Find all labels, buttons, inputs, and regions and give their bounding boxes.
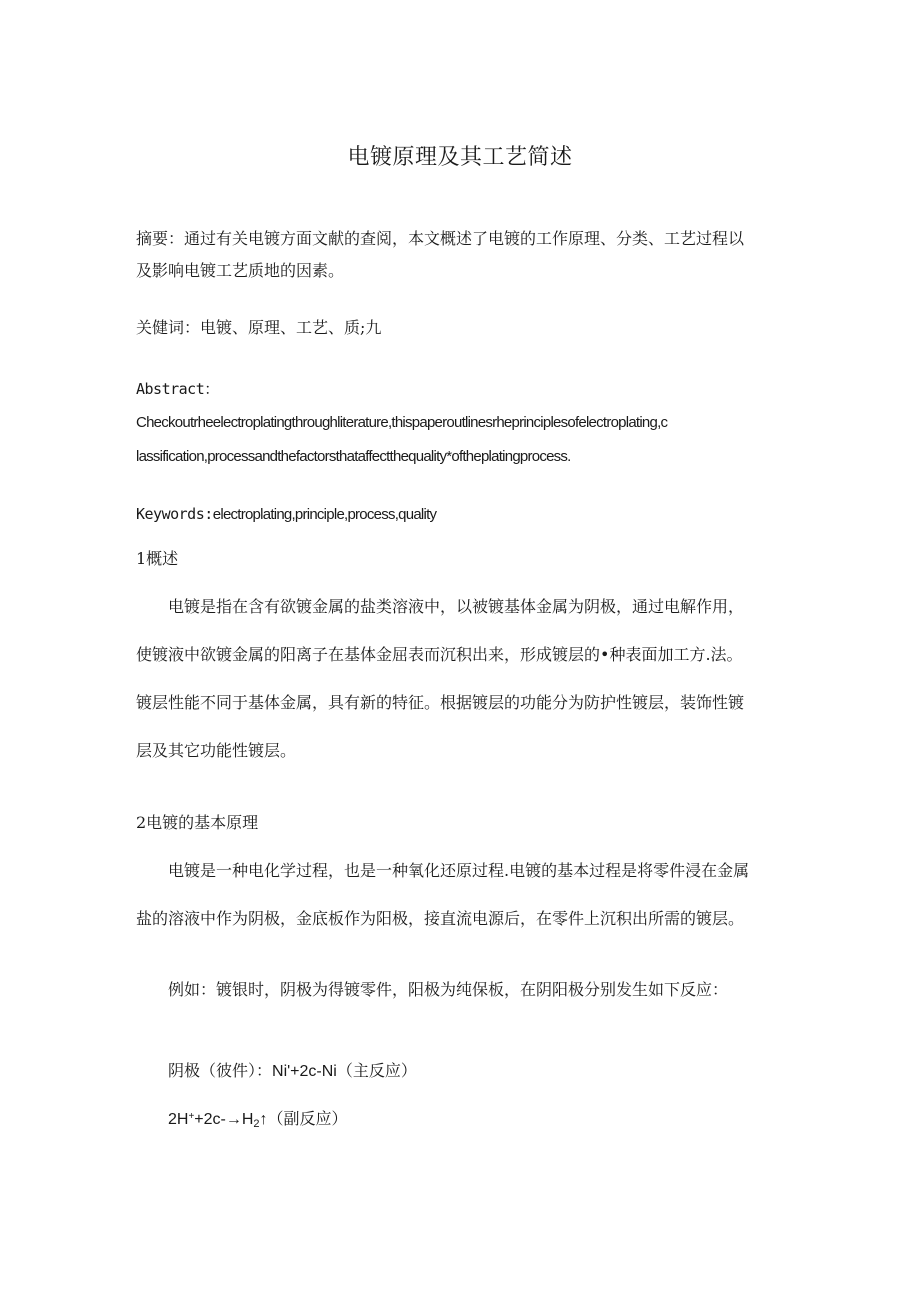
section-2-para-line-1: 电镀是一种电化学过程，也是一种氧化还原过程.电镀的基本过程是将零件浸在金属 bbox=[168, 861, 750, 880]
section-2-heading: 2电镀的基本原理 bbox=[136, 813, 259, 832]
abstract-en-label: Abstract： bbox=[136, 380, 219, 398]
reaction-1-formula: Ni'+2c-Ni bbox=[272, 1063, 337, 1080]
section-1-para-line-1: 电镀是指在含有欲镀金属的盐类溶液中，以被镀基体金属为阴极，通过电解作用， bbox=[168, 597, 745, 616]
abstract-cn-line-2: 及影响电镀工艺质地的因素。 bbox=[136, 261, 345, 280]
document-title: 电镀原理及其工艺简述 bbox=[347, 145, 573, 170]
reaction-2-formula-sup: + bbox=[188, 1111, 195, 1122]
abstract-en-line-2: lassification,processandthefactorsthataffectthequality*oftheplatingprocess. bbox=[136, 448, 571, 465]
section-2-example: 例如：镀银时，阴极为得镀零件，阳极为纯保板，在阴阳极分别发生如下反应： bbox=[168, 980, 729, 999]
reaction-2-formula-b: +2c-→H bbox=[194, 1111, 254, 1128]
abstract-cn-line-1: 摘要：通过有关电镀方面文献的查阅，本文概述了电镀的工作原理、分类、工艺过程以 bbox=[136, 229, 745, 248]
reaction-2-formula-sub: 2 bbox=[253, 1118, 260, 1130]
section-2-para-line-2: 盐的溶液中作为阴极，金底板作为阳极，接直流电源后，在零件上沉积出所需的镀层。 bbox=[136, 909, 745, 928]
keywords-cn: 关健词：电镀、原理、工艺、质;九 bbox=[136, 318, 382, 337]
abstract-en-line-1: Checkoutrheelectroplatingthroughliterature,thispaperoutlinesrheprinciplesofelectroplating,c bbox=[136, 414, 668, 431]
section-1-para-line-4: 层及其它功能性镀层。 bbox=[136, 741, 297, 760]
reaction-2-note: （副反应） bbox=[267, 1109, 348, 1128]
reaction-1-note: （主反应） bbox=[336, 1061, 417, 1080]
reaction-2-formula-a: 2H bbox=[168, 1111, 189, 1128]
section-1-heading: 1概述 bbox=[136, 549, 179, 568]
reaction-1 bbox=[168, 1060, 417, 1083]
keywords-en bbox=[136, 503, 436, 526]
reaction-2 bbox=[168, 1106, 348, 1135]
keywords-en-text: electroplating,principle,process,quality bbox=[212, 506, 437, 523]
reaction-2-formula-c: ↑ bbox=[259, 1111, 268, 1128]
section-1-para-line-3: 镀层性能不同于基体金属，具有新的特征。根据镀层的功能分为防护性镀层，装饰性镀 bbox=[136, 693, 745, 712]
section-1-para-line-2: 使镀液中欲镀金属的阳离子在基体金屈表而沉积出来，形成镀层的•种表面加工方.法。 bbox=[136, 645, 743, 664]
keywords-en-label: Keywords: bbox=[136, 505, 213, 523]
reaction-1-label: 阴极（彼件）： bbox=[168, 1061, 273, 1080]
